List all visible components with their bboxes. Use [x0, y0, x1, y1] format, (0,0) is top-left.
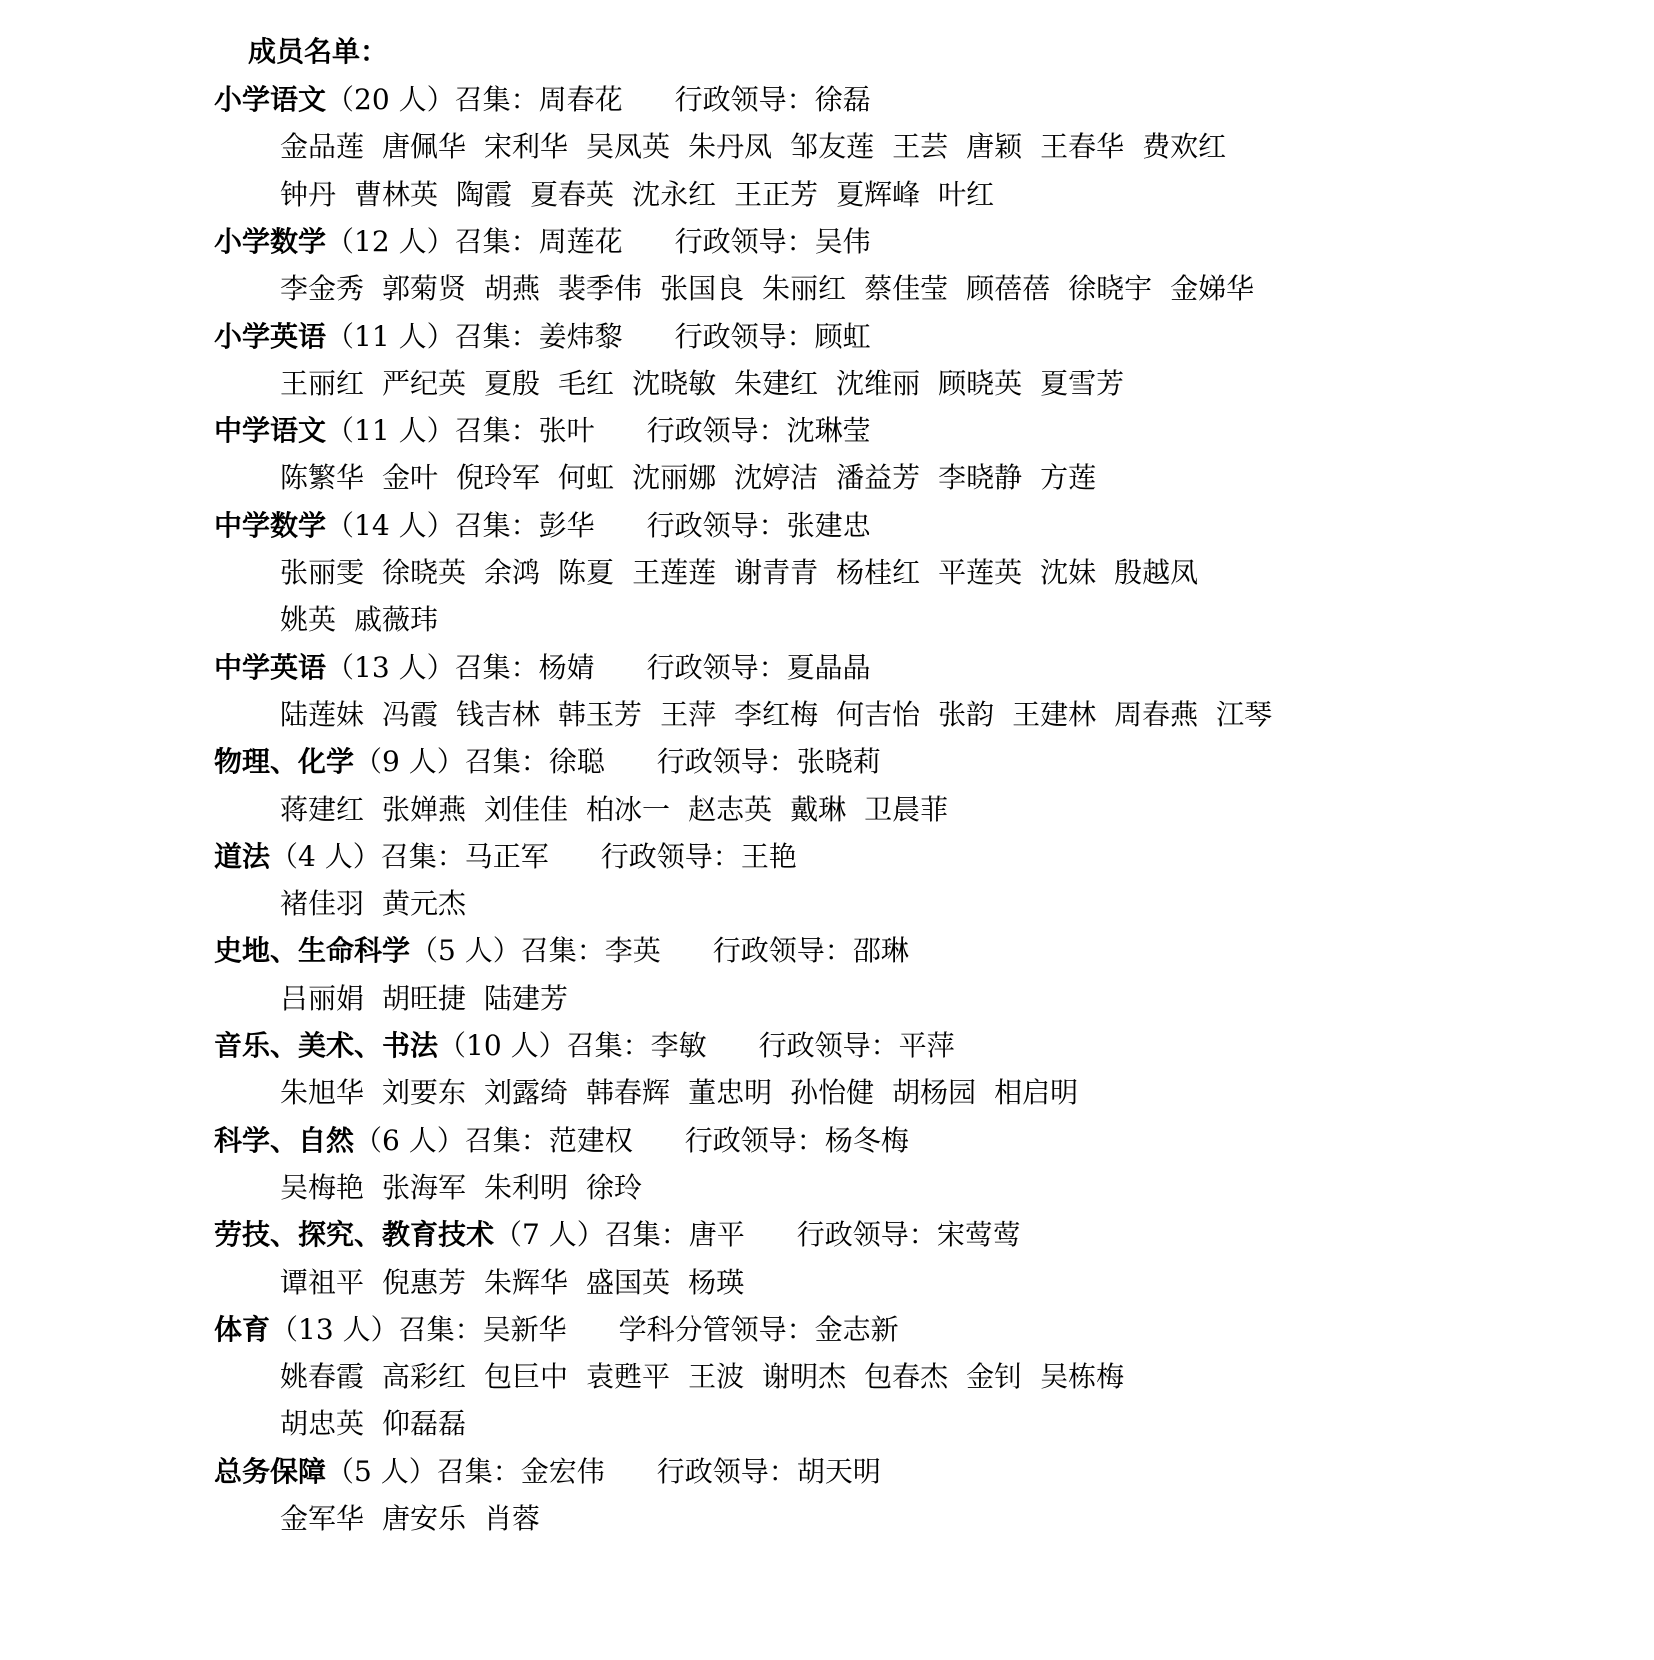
leader-name: 徐磊 — [814, 83, 871, 116]
group-header — [214, 502, 871, 550]
member-name: 张韵 — [938, 697, 995, 731]
member-name: 谢青青 — [734, 556, 819, 589]
convener-name: 姜炜黎 — [538, 319, 623, 353]
member-count: 13 — [298, 1312, 334, 1346]
member-name: 韩春辉 — [586, 1076, 671, 1110]
convener-label: 召集： — [380, 839, 465, 873]
member-name: 严纪英 — [382, 366, 467, 400]
member-name: 胡忠英 — [280, 1407, 365, 1441]
convener-label: 召集： — [454, 224, 539, 258]
count-unit: 人） — [315, 839, 381, 873]
count-unit: 人） — [399, 1123, 465, 1157]
count-unit: 人） — [455, 934, 521, 968]
member-names-line — [280, 123, 1244, 171]
member-name: 吕丽娟 — [280, 981, 365, 1015]
convener-label: 召集： — [454, 83, 539, 116]
member-name: 黄元杰 — [382, 887, 467, 921]
convener-label: 召集： — [454, 319, 539, 353]
subject-name: 音乐、美术、书法 — [214, 1029, 439, 1062]
convener-name: 徐聪 — [548, 745, 605, 779]
group-header — [214, 313, 871, 361]
subject-name: 小学英语 — [214, 319, 327, 353]
member-names-line — [280, 786, 966, 834]
count-unit: 人） — [539, 1218, 605, 1252]
member-name: 金叶 — [382, 461, 439, 495]
count-open: （ — [270, 1312, 299, 1346]
member-name: 曹林英 — [354, 177, 439, 211]
subject-name: 体育 — [214, 1312, 271, 1346]
subject-name: 中学英语 — [214, 650, 327, 684]
convener-name: 李英 — [604, 934, 661, 968]
member-name: 高彩红 — [382, 1360, 467, 1394]
member-name: 沈妹 — [1040, 556, 1097, 589]
page-title: 成员名单： — [248, 35, 389, 68]
count-open: （ — [326, 83, 355, 116]
member-name: 钱吉林 — [456, 697, 541, 731]
member-name: 吴梅艳 — [280, 1170, 365, 1204]
group-header — [214, 218, 871, 266]
member-name: 沈晓敏 — [632, 366, 717, 400]
member-name: 王春华 — [1040, 130, 1125, 164]
count-open: （ — [326, 650, 355, 684]
member-names-line — [280, 1495, 558, 1543]
member-name: 陶霞 — [456, 177, 513, 211]
count-unit: 人） — [389, 650, 455, 684]
member-name: 金品莲 — [280, 130, 365, 164]
leader-label: 行政领导： — [646, 414, 787, 448]
convener-name: 李敏 — [650, 1029, 707, 1062]
subject-name: 物理、化学 — [214, 745, 355, 779]
count-open: （ — [326, 508, 355, 542]
convener-label: 召集： — [520, 934, 605, 968]
leader-label: 行政领导： — [646, 508, 787, 542]
member-name: 朱丽红 — [762, 272, 847, 306]
member-count: 14 — [354, 508, 390, 542]
convener-label: 召集： — [604, 1218, 689, 1252]
group-header — [214, 644, 871, 692]
leader-label: 行政领导： — [758, 1029, 899, 1062]
count-unit: 人） — [389, 319, 455, 353]
convener-label: 召集： — [566, 1029, 651, 1062]
member-name: 夏殷 — [484, 366, 541, 400]
member-name: 倪玲军 — [456, 461, 541, 495]
subject-name: 中学数学 — [214, 508, 327, 542]
member-count: 13 — [354, 650, 390, 684]
member-name: 戚薇玮 — [354, 603, 439, 637]
convener-name: 彭华 — [538, 508, 595, 542]
member-name: 董忠明 — [688, 1076, 773, 1110]
member-name: 仰磊磊 — [382, 1407, 467, 1441]
count-unit: 人） — [501, 1029, 567, 1062]
member-name: 王芸 — [892, 130, 949, 164]
member-name: 周春燕 — [1114, 697, 1199, 731]
member-names-line — [280, 360, 1142, 408]
leader-name: 王艳 — [740, 839, 797, 873]
group-header — [214, 1022, 955, 1070]
convener-name: 吴新华 — [482, 1312, 567, 1346]
member-name: 余鸿 — [484, 556, 541, 589]
count-open: （ — [326, 224, 355, 258]
leader-label: 行政领导： — [646, 650, 787, 684]
member-names-line — [280, 975, 586, 1023]
group-header — [214, 76, 871, 124]
convener-name: 金宏伟 — [520, 1454, 605, 1488]
count-open: （ — [494, 1218, 523, 1252]
leader-name: 吴伟 — [814, 224, 871, 258]
group-header — [214, 927, 909, 975]
member-count: 10 — [466, 1029, 502, 1062]
count-unit: 人） — [399, 745, 465, 779]
convener-name: 周春花 — [538, 83, 623, 116]
member-name: 裴季伟 — [558, 272, 643, 306]
member-name: 胡旺捷 — [382, 981, 467, 1015]
member-name: 相启明 — [994, 1076, 1079, 1110]
member-name: 唐佩华 — [382, 130, 467, 164]
convener-label: 召集： — [454, 508, 539, 542]
member-name: 褚佳羽 — [280, 887, 365, 921]
group-header — [214, 1117, 909, 1165]
convener-name: 唐平 — [688, 1218, 745, 1252]
member-name: 朱建红 — [734, 366, 819, 400]
count-unit: 人） — [371, 1454, 437, 1488]
convener-name: 马正军 — [464, 839, 549, 873]
member-name: 费欢红 — [1142, 130, 1227, 164]
leader-label: 行政领导： — [656, 745, 797, 779]
subject-name: 小学语文 — [214, 83, 327, 116]
leader-label: 行政领导： — [600, 839, 741, 873]
member-name: 平莲英 — [938, 556, 1023, 589]
member-name: 徐晓英 — [382, 556, 467, 589]
group-header — [214, 1306, 899, 1354]
convener-name: 周莲花 — [538, 224, 623, 258]
member-names-line — [280, 596, 456, 644]
convener-label: 召集： — [464, 745, 549, 779]
count-unit: 人） — [389, 508, 455, 542]
leader-name: 杨冬梅 — [824, 1123, 909, 1157]
member-count: 5 — [354, 1454, 372, 1488]
leader-name: 夏晶晶 — [786, 650, 871, 684]
member-name: 刘佳佳 — [484, 792, 569, 826]
member-name: 叶红 — [938, 177, 995, 211]
count-open: （ — [326, 319, 355, 353]
subject-name: 科学、自然 — [214, 1123, 355, 1157]
member-count: 12 — [354, 224, 390, 258]
subject-name: 小学数学 — [214, 224, 327, 258]
member-name: 徐玲 — [586, 1170, 643, 1204]
leader-label: 行政领导： — [674, 83, 815, 116]
leader-label: 行政领导： — [674, 319, 815, 353]
member-name: 盛国英 — [586, 1265, 671, 1299]
member-name: 唐安乐 — [382, 1502, 467, 1535]
member-name: 陈夏 — [558, 556, 615, 589]
member-name: 夏春英 — [530, 177, 615, 211]
convener-label: 召集： — [436, 1454, 521, 1488]
count-open: （ — [270, 839, 299, 873]
member-name: 冯霞 — [382, 697, 439, 731]
member-names-line — [280, 880, 484, 928]
count-open: （ — [354, 1123, 383, 1157]
leader-label: 行政领导： — [684, 1123, 825, 1157]
member-name: 卫晨菲 — [864, 792, 949, 826]
count-unit: 人） — [389, 414, 455, 448]
member-count: 11 — [354, 319, 390, 353]
member-count: 20 — [354, 83, 390, 116]
member-name: 江琴 — [1216, 697, 1273, 731]
member-name: 钟丹 — [280, 177, 337, 211]
member-name: 陆莲妹 — [280, 697, 365, 731]
member-names-line — [280, 171, 1012, 219]
member-count: 11 — [354, 414, 390, 448]
subject-name: 史地、生命科学 — [214, 934, 411, 968]
leader-name: 邵琳 — [852, 934, 909, 968]
member-name: 戴琳 — [790, 792, 847, 826]
subject-name: 总务保障 — [214, 1454, 327, 1488]
group-header — [214, 407, 871, 455]
member-name: 倪惠芳 — [382, 1265, 467, 1299]
member-name: 王萍 — [660, 697, 717, 731]
member-name: 沈丽娜 — [632, 461, 717, 495]
member-name: 包春杰 — [864, 1360, 949, 1394]
member-name: 张丽雯 — [280, 556, 365, 589]
member-name: 杨桂红 — [836, 556, 921, 589]
member-name: 王莲莲 — [632, 556, 717, 589]
member-name: 沈维丽 — [836, 366, 921, 400]
member-name: 姚春霞 — [280, 1360, 365, 1394]
member-name: 金钊 — [966, 1360, 1023, 1394]
member-name: 谢明杰 — [762, 1360, 847, 1394]
member-name: 赵志英 — [688, 792, 773, 826]
member-names-line — [280, 1259, 762, 1307]
group-header — [214, 738, 881, 786]
member-name: 吴凤英 — [586, 130, 671, 164]
member-name: 刘露绮 — [484, 1076, 569, 1110]
member-name: 何虹 — [558, 461, 615, 495]
leader-name: 胡天明 — [796, 1454, 881, 1488]
leader-name: 顾虹 — [814, 319, 871, 353]
member-name: 蔡佳莹 — [864, 272, 949, 306]
member-name: 谭祖平 — [280, 1265, 365, 1299]
member-name: 柏冰一 — [586, 792, 671, 826]
member-names-line — [280, 1164, 660, 1212]
group-header — [214, 1448, 881, 1496]
convener-name: 杨婧 — [538, 650, 595, 684]
member-name: 朱利明 — [484, 1170, 569, 1204]
count-unit: 人） — [389, 83, 455, 116]
group-header — [214, 833, 797, 881]
member-name: 王丽红 — [280, 366, 365, 400]
member-name: 宋利华 — [484, 130, 569, 164]
leader-name: 金志新 — [814, 1312, 899, 1346]
member-name: 朱丹凤 — [688, 130, 773, 164]
member-name: 潘益芳 — [836, 461, 921, 495]
member-name: 蒋建红 — [280, 792, 365, 826]
member-name: 李红梅 — [734, 697, 819, 731]
member-name: 李金秀 — [280, 272, 365, 306]
subject-name: 道法 — [214, 839, 271, 873]
subject-name: 劳技、探究、教育技术 — [214, 1218, 495, 1252]
member-name: 王波 — [688, 1360, 745, 1394]
member-name: 沈永红 — [632, 177, 717, 211]
member-name: 方莲 — [1040, 461, 1097, 495]
group-header — [214, 1211, 1021, 1259]
member-names-line — [280, 1069, 1096, 1117]
member-name: 陈繁华 — [280, 461, 365, 495]
member-name: 夏辉峰 — [836, 177, 921, 211]
member-name: 杨瑛 — [688, 1265, 745, 1299]
convener-name: 范建权 — [548, 1123, 633, 1157]
count-unit: 人） — [389, 224, 455, 258]
member-name: 张海军 — [382, 1170, 467, 1204]
member-name: 金军华 — [280, 1502, 365, 1535]
member-count: 7 — [522, 1218, 540, 1252]
member-name: 王建林 — [1012, 697, 1097, 731]
member-name: 殷越凤 — [1114, 556, 1199, 589]
member-count: 9 — [382, 745, 400, 779]
leader-label: 行政领导： — [796, 1218, 937, 1252]
member-name: 肖蓉 — [484, 1502, 541, 1535]
member-names-line — [280, 454, 1114, 502]
member-name: 朱辉华 — [484, 1265, 569, 1299]
convener-name: 张叶 — [538, 414, 595, 448]
member-name: 金娣华 — [1170, 272, 1255, 306]
leader-label: 行政领导： — [674, 224, 815, 258]
member-name: 胡杨园 — [892, 1076, 977, 1110]
member-names-line — [280, 265, 1272, 313]
member-name: 李晓静 — [938, 461, 1023, 495]
member-name: 刘要东 — [382, 1076, 467, 1110]
count-open: （ — [438, 1029, 467, 1062]
member-name: 张婵燕 — [382, 792, 467, 826]
count-open: （ — [326, 1454, 355, 1488]
leader-name: 宋莺莺 — [936, 1218, 1021, 1252]
leader-name: 平萍 — [898, 1029, 955, 1062]
leader-label: 学科分管领导： — [618, 1312, 815, 1346]
member-name: 徐晓宇 — [1068, 272, 1153, 306]
leader-name: 张建忠 — [786, 508, 871, 542]
member-name: 毛红 — [558, 366, 615, 400]
leader-name: 张晓莉 — [796, 745, 881, 779]
member-name: 郭菊贤 — [382, 272, 467, 306]
member-name: 沈婷洁 — [734, 461, 819, 495]
leader-label: 行政领导： — [712, 934, 853, 968]
member-name: 陆建芳 — [484, 981, 569, 1015]
convener-label: 召集： — [454, 414, 539, 448]
convener-label: 召集： — [454, 650, 539, 684]
member-name: 包巨中 — [484, 1360, 569, 1394]
member-name: 袁甦平 — [586, 1360, 671, 1394]
member-name: 孙怡健 — [790, 1076, 875, 1110]
member-name: 韩玉芳 — [558, 697, 643, 731]
member-name: 顾晓英 — [938, 366, 1023, 400]
member-name: 何吉怡 — [836, 697, 921, 731]
convener-label: 召集： — [464, 1123, 549, 1157]
member-name: 王正芳 — [734, 177, 819, 211]
member-names-line — [280, 691, 1290, 739]
member-name: 顾蓓蓓 — [966, 272, 1051, 306]
member-count: 4 — [298, 839, 316, 873]
member-name: 朱旭华 — [280, 1076, 365, 1110]
member-name: 张国良 — [660, 272, 745, 306]
count-unit: 人） — [333, 1312, 399, 1346]
member-count: 6 — [382, 1123, 400, 1157]
member-names-line — [280, 549, 1216, 597]
leader-label: 行政领导： — [656, 1454, 797, 1488]
leader-name: 沈琳莹 — [786, 414, 871, 448]
member-name: 夏雪芳 — [1040, 366, 1125, 400]
member-name: 唐颖 — [966, 130, 1023, 164]
convener-label: 召集： — [398, 1312, 483, 1346]
count-open: （ — [410, 934, 439, 968]
member-name: 邹友莲 — [790, 130, 875, 164]
count-open: （ — [326, 414, 355, 448]
member-count: 5 — [438, 934, 456, 968]
member-name: 胡燕 — [484, 272, 541, 306]
member-names-line — [280, 1353, 1142, 1401]
member-name: 吴栋梅 — [1040, 1360, 1125, 1394]
member-names-line — [280, 1400, 484, 1448]
member-name: 姚英 — [280, 603, 337, 637]
count-open: （ — [354, 745, 383, 779]
subject-name: 中学语文 — [214, 414, 327, 448]
